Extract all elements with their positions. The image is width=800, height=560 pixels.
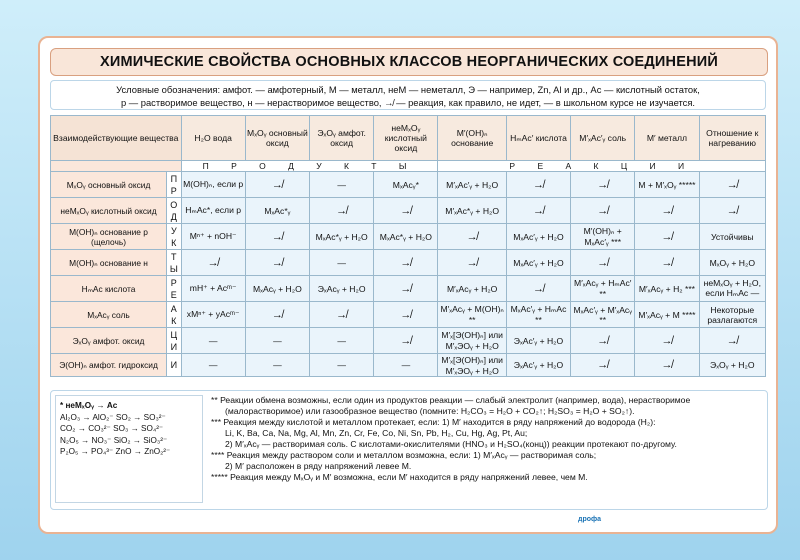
vertical-letter: О Д — [167, 198, 182, 224]
table-cell: ЭₓOᵧ + H₂O — [699, 354, 765, 377]
corner-header: Взаимодействующие вещества — [51, 116, 182, 161]
row-header: Э(OH)ₙ амфот. гидроксид — [51, 354, 167, 377]
table-cell: ↛ — [699, 328, 765, 354]
table-cell: — — [310, 354, 374, 377]
table-cell: ↛ — [310, 302, 374, 328]
table-cell: ↛ — [374, 276, 438, 302]
table-cell: M′ₓ[Э(OH)ₙ] или M′ₓЭOᵧ + H₂O — [438, 328, 506, 354]
table-cell: mH⁺ + Acᵐ⁻ — [181, 276, 245, 302]
table-cell: Mⁿ⁺ + nOH⁻ — [181, 224, 245, 250]
table-cell: ↛ — [245, 172, 309, 198]
table-cell: неMₓOᵧ + H₂O, если HₘAc — — [699, 276, 765, 302]
vertical-letter: У К — [167, 224, 182, 250]
oxide-line: CO₂ → CO₃²⁻ SO₃ → SO₄²⁻ — [60, 424, 164, 433]
footnote-line: *** Реакция между кислотой и металлом протекает, если: 1) M′ находится в ряду напряжений до водорода (H₂): — [211, 417, 656, 427]
row-header: HₘAc кислота — [51, 276, 167, 302]
footnote-line: **** Реакция между раствором соли и металлом возможна, если: 1) M′ₓAcᵧ — растворимая соль; — [211, 450, 597, 460]
table-cell: ↛ — [374, 250, 438, 276]
table-cell: ↛ — [571, 172, 635, 198]
table-cell: ↛ — [438, 250, 506, 276]
table-cell: M′ₓ[Э(OH)ₙ] или M′ₓЭOᵧ + H₂O — [438, 354, 506, 377]
table-cell: ↛ — [635, 198, 699, 224]
table-cell: ЭₓAc′ᵧ + H₂O — [506, 328, 570, 354]
vertical-letter: Ц И — [167, 328, 182, 354]
table-cell: ↛ — [571, 250, 635, 276]
table-body — [51, 172, 766, 377]
col-header: Отношение к нагреванию — [699, 116, 765, 161]
legend-box — [50, 80, 766, 110]
table-cell: ↛ — [310, 198, 374, 224]
vertical-letter: Т Ы — [167, 250, 182, 276]
table-cell: ↛ — [571, 354, 635, 377]
table-cell: ↛ — [571, 328, 635, 354]
table-cell: ↛ — [374, 302, 438, 328]
table-cell: M′ₓAc′ᵧ + H₂O — [438, 172, 506, 198]
table-cell: ↛ — [635, 250, 699, 276]
table-cell: M(OH)ₙ, если р — [181, 172, 245, 198]
row-header: неMₓOᵧ кислотный оксид — [51, 198, 167, 224]
row-header: M(OH)ₙ основание р (щелочь) — [51, 224, 167, 250]
col-header: M′ₓAc′ᵧ соль — [571, 116, 635, 161]
table-cell: MₓAc′ᵧ + HₘAc ** — [506, 302, 570, 328]
table-row — [51, 250, 766, 276]
table-cell: MₓAc*ᵧ + H₂O — [374, 224, 438, 250]
table-row — [51, 302, 766, 328]
vertical-letter: П Р — [167, 172, 182, 198]
table-cell: ↛ — [506, 172, 570, 198]
band-products: П Р О Д У К Т Ы — [181, 160, 438, 171]
col-header: ЭₓOᵧ амфот. оксид — [310, 116, 374, 161]
table-cell: — — [245, 354, 309, 377]
row-header: MₓAcᵧ соль — [51, 302, 167, 328]
vertical-letter: А К — [167, 302, 182, 328]
publisher-logo: дрофа — [578, 516, 602, 523]
footnote-line: 2) M′ расположен в ряду напряжений левее M. — [225, 461, 412, 471]
table-cell: ↛ — [374, 198, 438, 224]
footnote-line: Li, K, Ba, Ca, Na, Mg, Al, Mn, Zn, Cr, Fe, Co, Ni, Sn, Pb, H₂, Cu, Hg, Ag, Pt, Au; — [225, 428, 528, 438]
footnote-line: ** Реакции обмена возможны, если один из продуктов реакции — слабый электролит (например, вода), нерастворимое — [211, 395, 691, 405]
table-cell: Некоторые разлагаются — [699, 302, 765, 328]
table-cell: MₓAc′ᵧ + M′ₓAcᵧ ** — [571, 302, 635, 328]
table-cell: M′ₓAcᵧ + HₘAc′ ** — [571, 276, 635, 302]
table-row — [51, 354, 766, 377]
footnote-line: 2) M′ₓAcᵧ — растворимая соль. С кислотами-окислителями (HNO₃ и H₂SO₄(конц)) реакции протекают по-другому. — [225, 439, 677, 449]
table-cell: MₓOᵧ + H₂O — [699, 250, 765, 276]
table-cell: ↛ — [699, 198, 765, 224]
vertical-letter: Р Е — [167, 276, 182, 302]
table-cell: Устойчивы — [699, 224, 765, 250]
table-cell: — — [310, 172, 374, 198]
table-cell: ЭₓAcᵧ + H₂O — [310, 276, 374, 302]
table-cell: M′(OH)ₙ + MₓAc′ᵧ *** — [571, 224, 635, 250]
table-cell: M′ₓAc*ᵧ + H₂O — [438, 198, 506, 224]
col-header: MₓOᵧ основный оксид — [245, 116, 309, 161]
table-cell: MₓAc′ᵧ + H₂O — [506, 250, 570, 276]
table-cell: ↛ — [245, 302, 309, 328]
table-cell: MₓAc*ᵧ — [245, 198, 309, 224]
row-header: M(OH)ₙ основание н — [51, 250, 167, 276]
footnote-line: ***** Реакция между MₓOᵧ и M′ возможна, если M′ находится в ряду напряжений левее, чем M. — [211, 472, 588, 482]
table-cell: ↛ — [181, 250, 245, 276]
table-row — [51, 328, 766, 354]
col-header: H₂O вода — [181, 116, 245, 161]
table-cell: M′ₓAcᵧ + H₂O — [438, 276, 506, 302]
table-cell: ↛ — [438, 224, 506, 250]
table-cell: ↛ — [245, 224, 309, 250]
table-cell: M′ₓAcᵧ + M(OH)ₙ ** — [438, 302, 506, 328]
table-cell: — — [181, 354, 245, 377]
notes-section — [50, 390, 768, 510]
band-reactions: Р Е А К Ц И И — [438, 160, 766, 171]
table-cell: M′ₓAcᵧ + H₂ *** — [635, 276, 699, 302]
table-row — [51, 198, 766, 224]
col-header: M′(OH)ₙ основание — [438, 116, 506, 161]
table-cell: — — [374, 354, 438, 377]
table-cell: M + M′ₓOᵧ ***** — [635, 172, 699, 198]
table-cell: MₓAc′ᵧ + H₂O — [506, 224, 570, 250]
table-cell: — — [310, 250, 374, 276]
table-cell: xMⁿ⁺ + yAcᵐ⁻ — [181, 302, 245, 328]
table-cell: ↛ — [245, 250, 309, 276]
table-row — [51, 172, 766, 198]
table-cell: ↛ — [506, 198, 570, 224]
table-cell: M′ₓAcᵧ + M **** — [635, 302, 699, 328]
table-cell: — — [310, 328, 374, 354]
table-cell: ↛ — [506, 276, 570, 302]
oxide-box — [55, 395, 203, 503]
table-row — [51, 224, 766, 250]
table-cell: HₘAc*, если р — [181, 198, 245, 224]
legend-line-1: Условные обозначения: амфот. — амфотерный, М — металл, неМ — неметалл, Э — например, Zn, Al и др., Ac — кислотный остаток, — [116, 84, 700, 95]
page-title: ХИМИЧЕСКИЕ СВОЙСТВА ОСНОВНЫХ КЛАССОВ НЕОРГАНИЧЕСКИХ СОЕДИНЕНИЙ — [50, 48, 768, 76]
footnotes — [211, 395, 761, 483]
table-cell: ЭₓAc′ᵧ + H₂O — [506, 354, 570, 377]
table-row — [51, 276, 766, 302]
table-cell: ↛ — [635, 328, 699, 354]
vertical-letter: И — [167, 354, 182, 377]
col-header: M′ металл — [635, 116, 699, 161]
table-cell: MₓAc*ᵧ + H₂O — [310, 224, 374, 250]
col-header: HₘAc′ кислота — [506, 116, 570, 161]
oxide-line: N₂O₅ → NO₃⁻ SiO₂ → SiO₃²⁻ — [60, 435, 168, 445]
table-cell: ↛ — [699, 172, 765, 198]
row-header: ЭₓOᵧ амфот. оксид — [51, 328, 167, 354]
legend-line-2: р — растворимое вещество, н — нерастворимое вещество, ↛ — реакция, как правило, не идет, — в школьном курсе не изучается. — [120, 97, 696, 108]
table-cell: ↛ — [571, 198, 635, 224]
col-header: неMₓOᵧ кислотный оксид — [374, 116, 438, 161]
table-cell: MₓAcᵧ* — [374, 172, 438, 198]
table-cell: ↛ — [374, 328, 438, 354]
row-header: MₓOᵧ основный оксид — [51, 172, 167, 198]
oxide-line: Al₂O₃ → AlO₂⁻ SO₂ → SO₃²⁻ — [60, 412, 166, 422]
band-row — [51, 160, 766, 171]
header-row — [51, 116, 766, 161]
footnote-line: (малорастворимое) или газообразное вещество (помните: H₂CO₃ = H₂O + CO₂↑; H₂SO₃ = H₂O + SO₂↑). — [225, 406, 635, 416]
table-cell: — — [181, 328, 245, 354]
oxide-box-head: * неMₓOᵧ → Ac — [60, 401, 118, 410]
table-cell: ↛ — [635, 224, 699, 250]
table-cell: ↛ — [635, 354, 699, 377]
properties-table — [50, 115, 766, 377]
table-cell: MₓAcᵧ + H₂O — [245, 276, 309, 302]
oxide-line: P₂O₅ → PO₄³⁻ ZnO → ZnO₂²⁻ — [60, 447, 171, 456]
table-cell: — — [245, 328, 309, 354]
